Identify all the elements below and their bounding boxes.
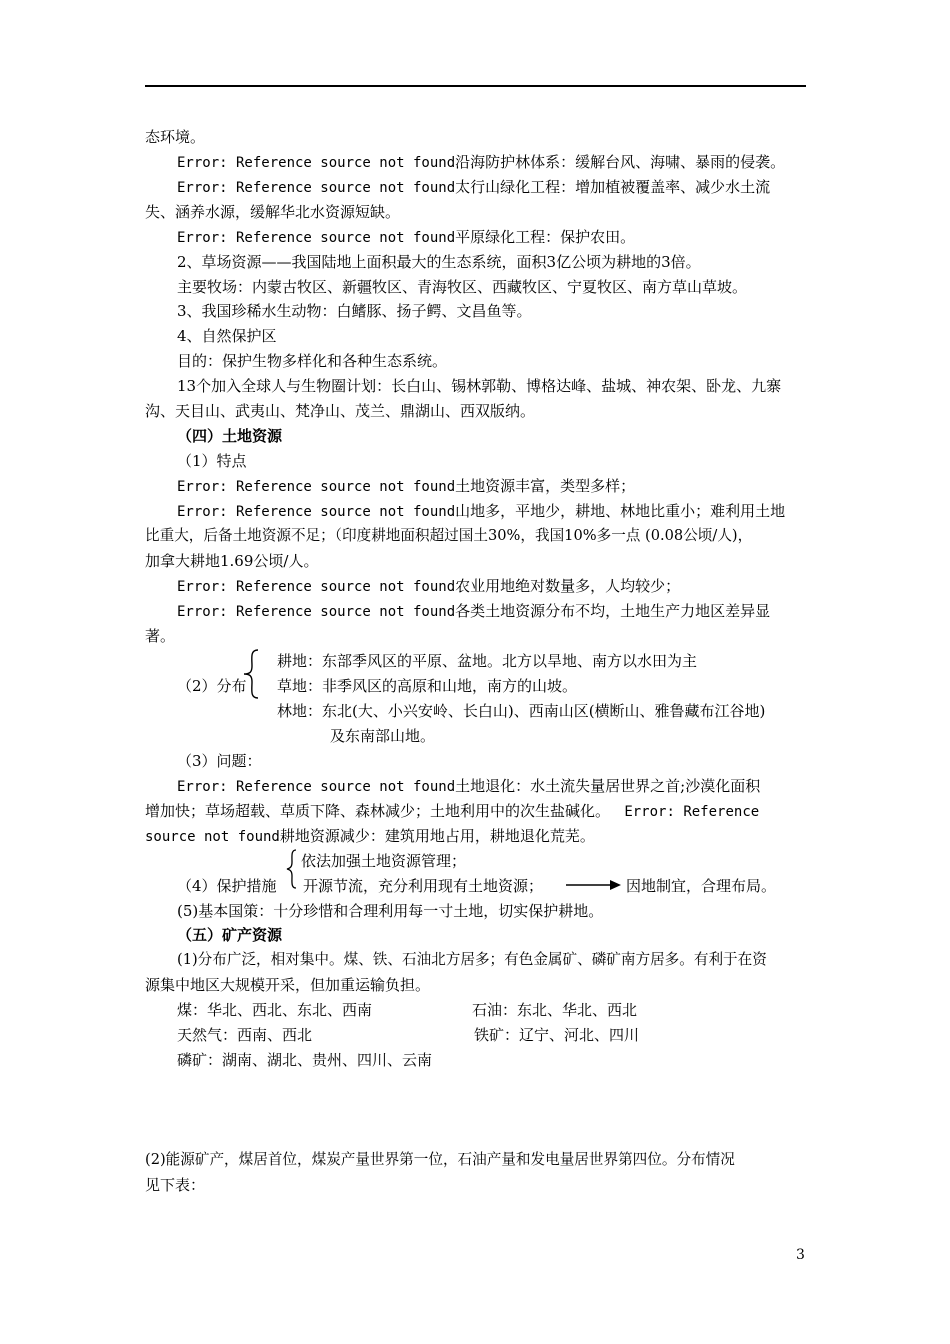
text-line: 著。 <box>145 627 176 645</box>
text-line: 耕地资源减少：建筑用地占用，耕地退化荒芜。 <box>279 827 595 845</box>
error-text: Error: Reference source not found <box>177 180 456 196</box>
brace-icon <box>284 848 300 890</box>
text-line: (2)能源矿产，煤居首位，煤炭产量世界第一位，石油产量和发电量居世界第四位。分布情况 <box>145 1151 735 1168</box>
paragraph <box>177 476 635 497</box>
text-line: 主要牧场：内蒙古牧区、新疆牧区、青海牧区、西藏牧区、宁夏牧区、南方草山草坡。 <box>177 278 748 296</box>
section-heading-land: （四）土地资源 <box>177 427 283 445</box>
distribution-label: （2）分布 <box>177 677 247 695</box>
text-line: 草地：非季风区的高原和山地，南方的山坡。 <box>277 677 578 695</box>
error-text: Error: Reference <box>624 804 760 820</box>
text-line: 平原绿化工程：保护农田。 <box>455 228 636 246</box>
paragraph <box>145 826 595 847</box>
header-rule <box>145 85 806 87</box>
error-text: Error: Reference source not found <box>177 579 456 595</box>
text-line: 林地：东北(大、小兴安岭、长白山)、西南山区(横断山、雅鲁藏布江谷地) <box>277 702 766 720</box>
text-line: 土地资源丰富，类型多样； <box>455 477 636 495</box>
text-line: 石油：东北、华北、西北 <box>472 1001 638 1019</box>
text-line: 加拿大耕地1.69公顷/人。 <box>145 552 319 570</box>
text-line: 见下表： <box>145 1176 206 1194</box>
paragraph <box>177 227 635 248</box>
text-line: 煤：华北、西北、东北、西南 <box>177 1001 373 1019</box>
section-heading-minerals: （五）矿产资源 <box>177 926 283 944</box>
paragraph <box>177 177 770 198</box>
text-line: 农业用地绝对数量多，人均较少； <box>455 577 681 595</box>
text-line: (1)分布广泛，相对集中。煤、铁、石油北方居多；有色金属矿、磷矿南方居多。有利于在资 <box>177 951 767 968</box>
text-line: （1）特点 <box>177 452 247 470</box>
error-text: Error: Reference source not found <box>177 230 456 246</box>
error-text: Error: Reference source not found <box>177 479 456 495</box>
text-line: 因地制宜，合理布局。 <box>626 877 777 895</box>
text-line: 依法加强土地资源管理； <box>301 852 467 870</box>
text-line: 土地退化：水土流失量居世界之首;沙漠化面积 <box>455 777 761 795</box>
text-line: 比重大，后备土地资源不足；（印度耕地面积超过国土30%，我国10%多一点 (0.08公顷/人)， <box>145 527 753 544</box>
paragraph <box>145 801 759 822</box>
text-line: 天然气：西南、西北 <box>177 1026 313 1044</box>
text-line: 目的：保护生物多样化和各种生态系统。 <box>177 352 448 370</box>
text-line: 铁矿：辽宁、河北、四川 <box>474 1026 640 1044</box>
error-text: Error: Reference source not found <box>177 504 456 520</box>
error-text: Error: Reference source not found <box>177 604 456 620</box>
error-text: source not found <box>145 829 280 845</box>
text-line: 开源节流，充分利用现有土地资源； <box>303 877 544 895</box>
text-line: 增加快；草场超载、草质下降、森林减少；土地利用中的次生盐碱化。 <box>145 802 611 820</box>
text-line: 源集中地区大规模开采，但加重运输负担。 <box>145 976 431 994</box>
arrow-right-icon <box>566 878 622 892</box>
text-line: 及东南部山地。 <box>330 727 436 745</box>
text-line: 13个加入全球人与生物圈计划：长白山、锡林郭勒、博格达峰、盐城、神农架、卧龙、九寨 <box>177 377 782 395</box>
paragraph <box>177 601 770 622</box>
text-line: 沿海防护林体系：缓解台风、海啸、暴雨的侵袭。 <box>455 153 786 171</box>
paragraph <box>177 152 785 173</box>
text-line: 磷矿：湖南、湖北、贵州、四川、云南 <box>177 1051 433 1069</box>
text-line: （3）问题： <box>177 752 262 770</box>
text-line: 耕地：东部季风区的平原、盆地。北方以旱地、南方以水田为主 <box>277 652 698 670</box>
text-line: 3、我国珍稀水生动物：白鳍豚、扬子鳄、文昌鱼等。 <box>177 302 532 320</box>
paragraph <box>177 576 680 597</box>
text-line: 太行山绿化工程：增加植被覆盖率、减少水土流 <box>455 178 771 196</box>
protection-label: （4）保护措施 <box>177 877 277 895</box>
paragraph <box>177 776 760 797</box>
text-line: 2、草场资源——我国陆地上面积最大的生态系统，面积3亿公顷为耕地的3倍。 <box>177 253 701 271</box>
text-line: 态环境。 <box>145 128 206 146</box>
text-line: 4、自然保护区 <box>177 327 277 345</box>
paragraph <box>177 501 785 522</box>
text-line: 各类土地资源分布不均，土地生产力地区差异显 <box>455 602 771 620</box>
error-text: Error: Reference source not found <box>177 155 456 171</box>
error-text: Error: Reference source not found <box>177 779 456 795</box>
text-line: 沟、天目山、武夷山、梵净山、茂兰、鼎湖山、西双版纳。 <box>145 402 536 420</box>
text-line: (5)基本国策：十分珍惜和合理利用每一寸土地，切实保护耕地。 <box>177 902 604 920</box>
text-line: 失、涵养水源，缓解华北水资源短缺。 <box>145 203 401 221</box>
text-line: 山地多，平地少，耕地、林地比重小；难利用土地 <box>455 502 786 520</box>
brace-icon <box>240 648 264 700</box>
page-number: 3 <box>796 1247 805 1263</box>
